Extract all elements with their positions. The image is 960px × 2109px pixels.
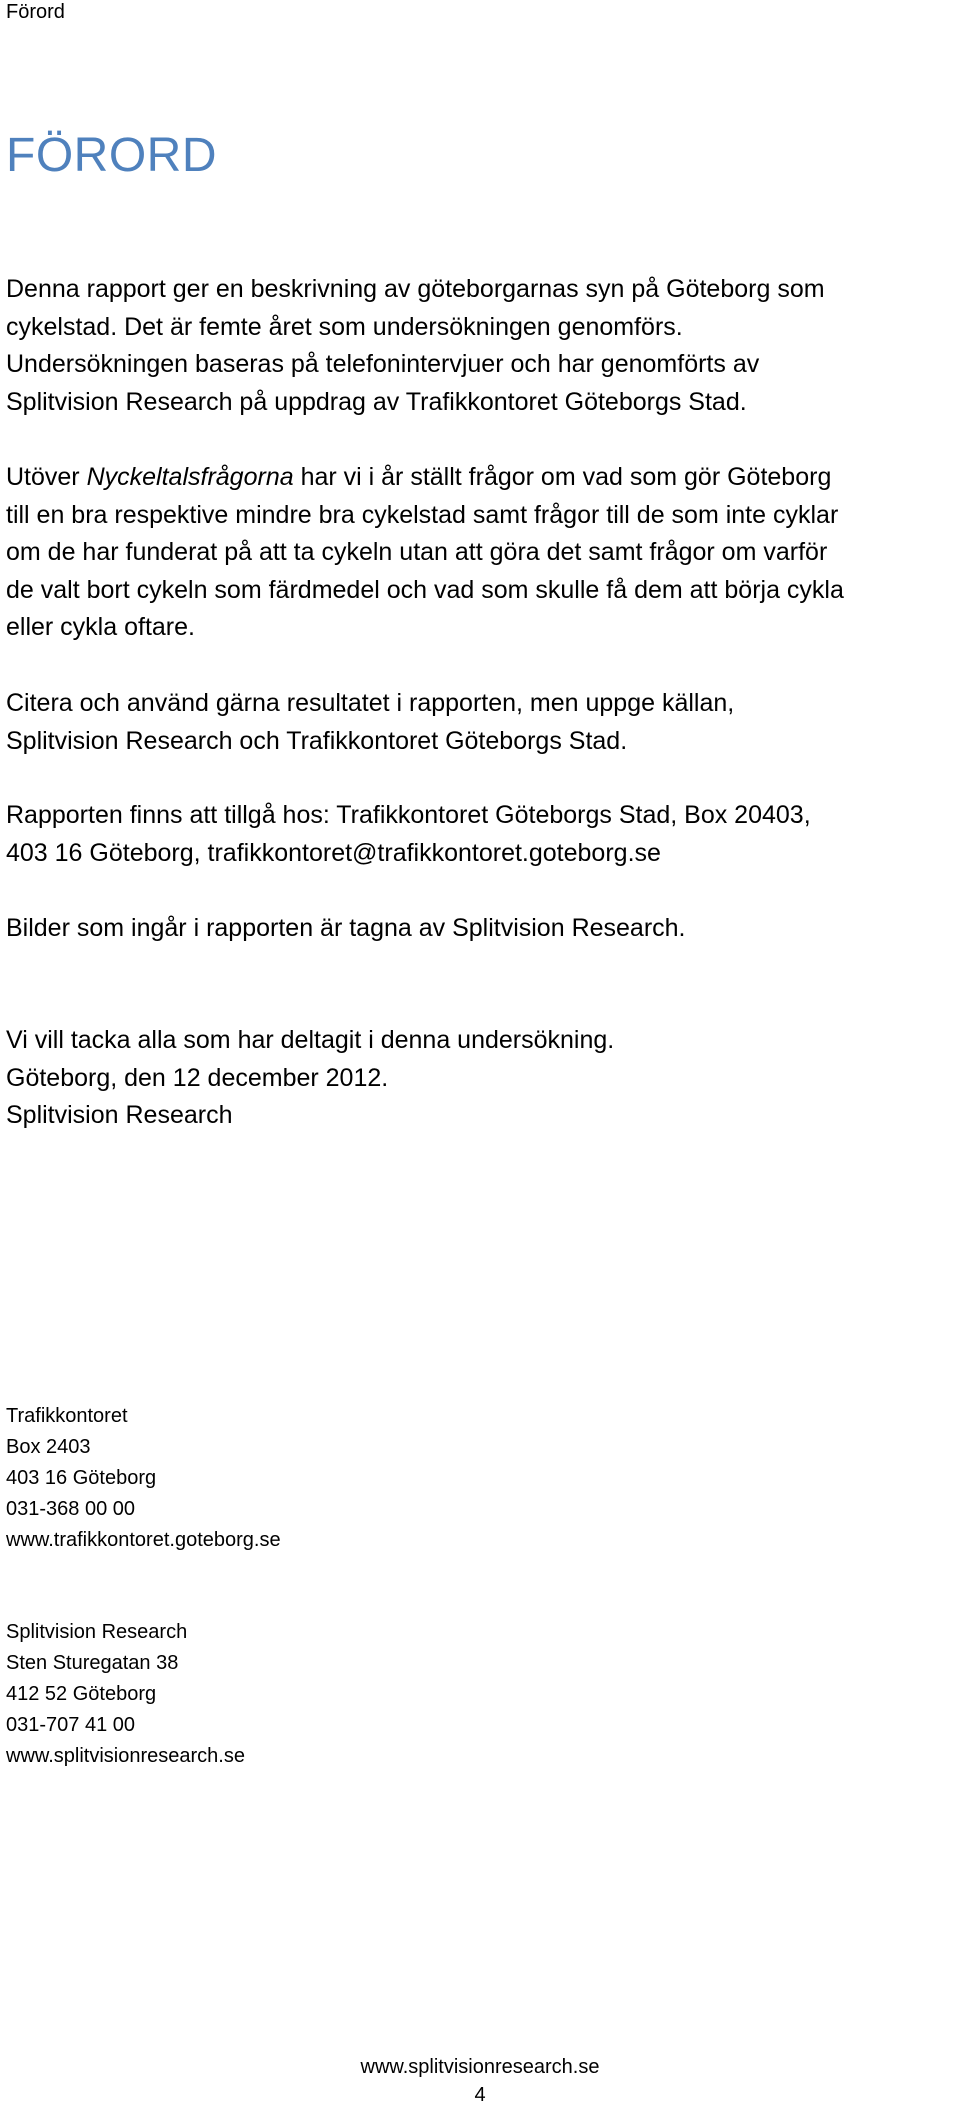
contact-line: 403 16 Göteborg (6, 1467, 157, 1489)
citation-paragraph (6, 685, 954, 760)
scope-lead: Utöver (6, 463, 87, 491)
closing-paragraph (6, 1022, 954, 1135)
closing-line: Vi vill tacka alla som har deltagit i denna undersökning. (6, 1026, 615, 1054)
images-note (6, 910, 954, 948)
availability-paragraph (6, 797, 954, 872)
intro-paragraph (6, 271, 954, 421)
contact-line: 031-368 00 00 (6, 1498, 136, 1520)
closing-line: Göteborg, den 12 december 2012. (6, 1063, 389, 1092)
contact-website-link[interactable]: www.splitvisionresearch.se (6, 1745, 245, 1767)
key-questions-term: Nyckeltalsfrågorna (86, 463, 294, 491)
running-header: Förord (6, 1, 65, 23)
scope-paragraph (6, 459, 954, 647)
contact-line: Sten Sturegatan 38 (6, 1652, 179, 1674)
contact-splitvision (6, 1617, 245, 1772)
contact-line: Trafikkontoret (6, 1405, 128, 1427)
scope-line: om de har funderat på att ta cykeln utan att göra det samt frågor om varför (6, 538, 828, 566)
contact-trafikkontoret (6, 1401, 281, 1556)
availability-line: 403 16 Göteborg, trafikkontoret@trafikkontoret.goteborg.se (6, 838, 661, 867)
closing-line: Splitvision Research (6, 1101, 233, 1129)
scope-line: de valt bort cykeln som färdmedel och vad som skulle få dem att börja cykla (6, 575, 844, 604)
intro-line: cykelstad. Det är femte året som undersökningen genomförs. (6, 312, 683, 341)
citation-line: Citera och använd gärna resultatet i rapporten, men uppge källan, (6, 689, 735, 717)
intro-line: Denna rapport ger en beskrivning av göteborgarnas syn på Göteborg som (6, 275, 825, 303)
intro-line: Undersökningen baseras på telefonintervjuer och har genomförts av (6, 350, 760, 378)
scope-line: till en bra respektive mindre bra cykelstad samt frågor till de som inte cyklar (6, 500, 839, 529)
contact-website-link[interactable]: www.trafikkontoret.goteborg.se (6, 1529, 281, 1551)
availability-line: Rapporten finns att tillgå hos: Trafikkontoret Göteborgs Stad, Box 20403, (6, 801, 811, 829)
images-note-line: Bilder som ingår i rapporten är tagna av Splitvision Research. (6, 914, 686, 942)
footer-url[interactable]: www.splitvisionresearch.se (360, 2056, 600, 2078)
contact-line: 412 52 Göteborg (6, 1683, 157, 1705)
contact-line: Splitvision Research (6, 1621, 188, 1643)
contact-line: Box 2403 (6, 1436, 91, 1458)
intro-line: Splitvision Research på uppdrag av Trafikkontoret Göteborgs Stad. (6, 387, 747, 416)
citation-line: Splitvision Research och Trafikkontoret Göteborgs Stad. (6, 726, 628, 755)
page-number: 4 (474, 2084, 486, 2106)
page-title: FÖRORD (6, 129, 217, 182)
contact-line: 031-707 41 00 (6, 1714, 136, 1736)
scope-line (6, 459, 954, 497)
scope-line: eller cykla oftare. (6, 613, 195, 641)
scope-first-rest: har vi i år ställt frågor om vad som gör Göteborg (293, 463, 832, 491)
